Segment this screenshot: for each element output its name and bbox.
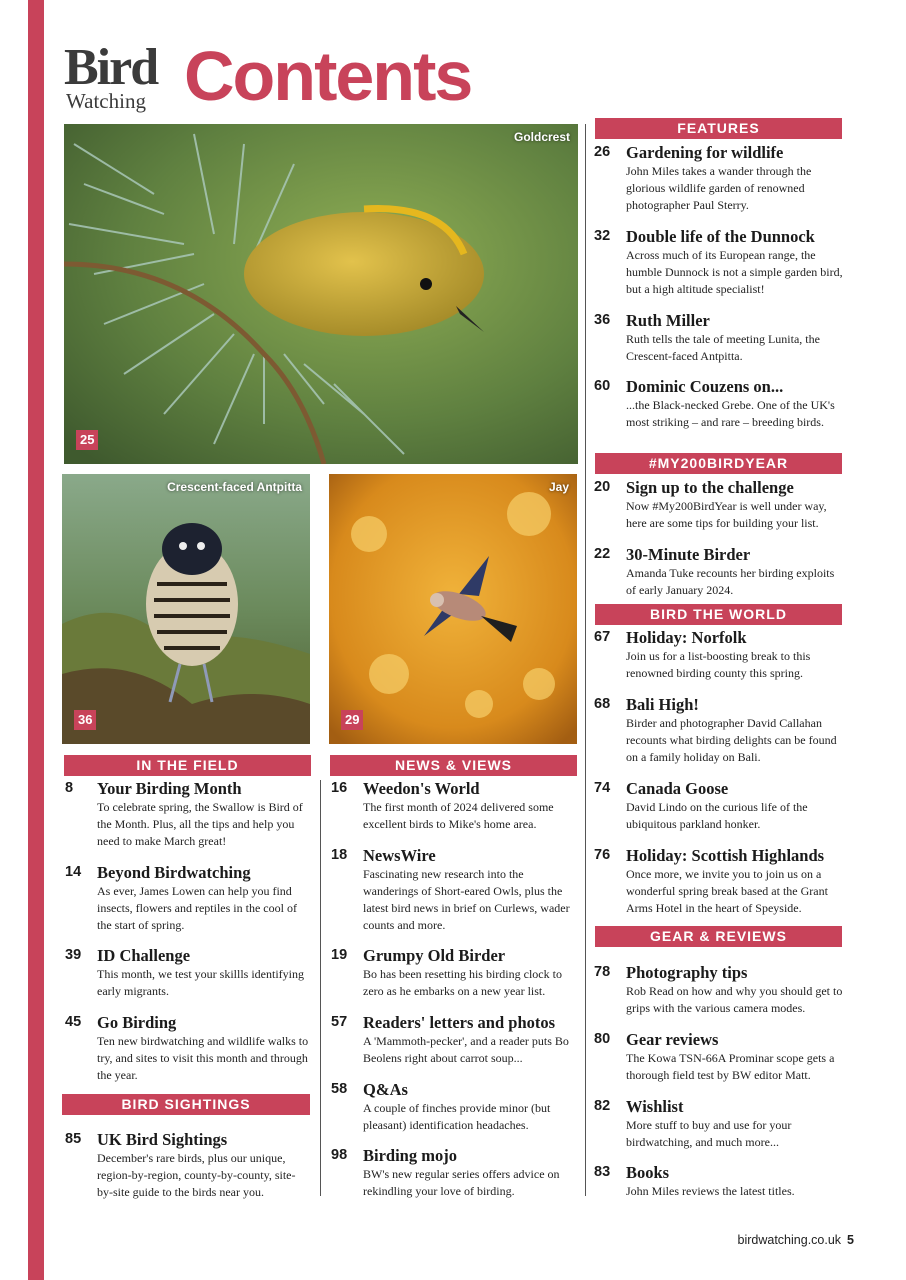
entry-title: Birding mojo [363, 1146, 457, 1165]
list-item[interactable] [331, 779, 577, 833]
entry-page-number: 18 [331, 847, 348, 863]
entry-title: NewsWire [363, 846, 436, 865]
column-divider-left [320, 780, 321, 1196]
list-item[interactable] [331, 946, 577, 1000]
list-item[interactable] [594, 227, 844, 298]
entry-description: John Miles reviews the latest titles. [626, 1184, 795, 1198]
list-item[interactable] [594, 695, 844, 766]
entry-page-number: 32 [594, 228, 611, 244]
section-header-features: FEATURES [595, 118, 842, 139]
entry-description: More stuff to buy and use for your birdwatching, and much more... [626, 1118, 792, 1149]
entry-page-number: 39 [65, 947, 82, 963]
entry-title: Grumpy Old Birder [363, 946, 506, 965]
entry-title: Go Birding [97, 1013, 177, 1032]
entry-description: Rob Read on how and why you should get to grips with the various camera modes. [626, 984, 843, 1015]
entry-page-number: 60 [594, 378, 611, 394]
section-header-in-the-field: IN THE FIELD [64, 755, 311, 776]
jay-page-badge[interactable]: 29 [341, 710, 363, 730]
entry-description: Bo has been resetting his birding clock to zero as he embarks on a new year list. [363, 967, 562, 998]
entry-page-number: 57 [331, 1014, 348, 1030]
entry-page-number: 8 [65, 780, 74, 796]
entry-description: David Lindo on the curious life of the ubiquitous parkland honker. [626, 800, 808, 831]
list-item[interactable] [331, 846, 577, 934]
list-item[interactable] [65, 1130, 310, 1201]
entry-description: Amanda Tuke recounts her birding exploits of early January 2024. [626, 566, 835, 597]
logo-bird-text: Bird [64, 39, 158, 96]
entry-description: Ruth tells the tale of meeting Lunita, the Crescent-faced Antpitta. [626, 332, 820, 363]
entry-description: ...the Black-necked Grebe. One of the UK's most striking – and rare – breeding birds. [626, 398, 835, 429]
entry-description: A couple of finches provide minor (but pleasant) identification headaches. [363, 1101, 551, 1132]
list-item[interactable] [65, 1013, 310, 1084]
list-item[interactable] [65, 779, 310, 850]
entry-page-number: 67 [594, 629, 611, 645]
entry-title: Holiday: Scottish Highlands [626, 846, 825, 865]
entry-page-number: 80 [594, 1031, 611, 1047]
antpitta-caption: Crescent-faced Antpitta [167, 480, 302, 494]
entry-page-number: 76 [594, 847, 611, 863]
goldcrest-page-badge[interactable]: 25 [76, 430, 98, 450]
section-header-my200birdyear: #MY200BIRDYEAR [595, 453, 842, 474]
entry-page-number: 85 [65, 1131, 82, 1147]
list-item[interactable] [331, 1013, 577, 1067]
entry-page-number: 19 [331, 947, 348, 963]
entry-title: Readers' letters and photos [363, 1013, 556, 1032]
entry-page-number: 58 [331, 1081, 348, 1097]
entry-title: Weedon's World [363, 779, 480, 798]
footer-page-number: 5 [847, 1233, 854, 1247]
entry-title: Holiday: Norfolk [626, 628, 747, 647]
entry-description: BW's new regular series offers advice on rekindling your love of birding. [363, 1167, 560, 1198]
entry-page-number: 20 [594, 479, 611, 495]
entry-title: Sign up to the challenge [626, 478, 794, 497]
entry-description: This month, we test your skillls identifying early migrants. [97, 967, 304, 998]
entry-page-number: 98 [331, 1147, 348, 1163]
list-item[interactable] [594, 478, 844, 532]
entry-description: To celebrate spring, the Swallow is Bird of the Month. Plus, all the tips and help you need to make March great! [97, 800, 303, 848]
jay-caption: Jay [548, 480, 569, 494]
entry-page-number: 74 [594, 780, 611, 796]
entry-title: Canada Goose [626, 779, 729, 798]
list-item[interactable] [594, 779, 844, 833]
list-item[interactable] [594, 143, 844, 214]
goldcrest-caption: Goldcrest [513, 130, 570, 144]
jay-photo [329, 474, 577, 744]
section-header-bird-sightings: BIRD SIGHTINGS [62, 1094, 310, 1115]
list-item[interactable] [594, 1097, 844, 1151]
list-item[interactable] [594, 545, 844, 599]
entry-page-number: 83 [594, 1164, 611, 1180]
entry-title: Beyond Birdwatching [97, 863, 251, 882]
left-accent-bar [28, 0, 44, 1280]
section-header-news-views: NEWS & VIEWS [330, 755, 577, 776]
entry-description: Once more, we invite you to join us on a wonderful spring break based at the Grant Arms Hotel in the heart of Speyside. [626, 867, 828, 915]
entry-description: Ten new birdwatching and wildlife walks to try, and sites to visit this month and through the year. [97, 1034, 309, 1082]
list-item[interactable] [594, 628, 844, 682]
entry-title: Wishlist [626, 1097, 684, 1116]
entry-description: Now #My200BirdYear is well under way, here are some tips for building your list. [626, 499, 827, 530]
entry-page-number: 68 [594, 696, 611, 712]
footer-site-link[interactable]: birdwatching.co.uk [737, 1233, 842, 1247]
entry-description: As ever, James Lowen can help you find insects, flowers and reptiles in the cool of the start of spring. [97, 884, 297, 932]
entry-title: Gardening for wildlife [626, 143, 784, 162]
entry-description: December's rare birds, plus our unique, region-by-region, county-by-county, site-by-site guide to the birds near you. [97, 1151, 296, 1199]
section-header-gear-reviews: GEAR & REVIEWS [595, 926, 842, 947]
entry-title: Books [626, 1163, 670, 1182]
list-item[interactable] [65, 946, 310, 1000]
list-item[interactable] [594, 963, 844, 1017]
list-item[interactable] [594, 1163, 844, 1200]
antpitta-photo [62, 474, 310, 744]
entry-description: The first month of 2024 delivered some excellent birds to Mike's home area. [363, 800, 554, 831]
page-title: Contents [184, 37, 472, 115]
entry-page-number: 82 [594, 1098, 611, 1114]
entry-title: ID Challenge [97, 946, 191, 965]
entry-page-number: 16 [331, 780, 348, 796]
entry-title: Ruth Miller [626, 311, 710, 330]
bird-watching-logo [64, 40, 180, 116]
list-item[interactable] [594, 377, 844, 431]
list-item[interactable] [331, 1146, 577, 1200]
entry-title: Photography tips [626, 963, 748, 982]
column-divider-right [585, 124, 586, 1196]
entry-description: Across much of its European range, the humble Dunnock is not a simple garden bird, but a high altitude specialist! [626, 248, 843, 296]
logo-watching-text: Watching [66, 89, 146, 113]
entry-description: Fascinating new research into the wanderings of Short-eared Owls, plus the latest bird news in brief on Curlews, wader counts and more. [363, 867, 570, 932]
entry-description: John Miles takes a wander through the glorious wildlife garden of renowned photographer Paul Sterry. [626, 164, 812, 212]
list-item[interactable] [594, 311, 844, 365]
entry-title: Q&As [363, 1080, 408, 1099]
entry-description: The Kowa TSN-66A Prominar scope gets a thorough field test by BW editor Matt. [626, 1051, 835, 1082]
entry-page-number: 26 [594, 144, 611, 160]
list-item[interactable] [594, 846, 844, 917]
antpitta-page-badge[interactable]: 36 [74, 710, 96, 730]
entry-page-number: 36 [594, 312, 611, 328]
entry-page-number: 14 [65, 864, 82, 880]
goldcrest-photo [64, 124, 578, 464]
entry-title: UK Bird Sightings [97, 1130, 228, 1149]
entry-description: Join us for a list-boosting break to this renowned birding county this spring. [626, 649, 811, 680]
list-item[interactable] [65, 863, 310, 934]
entry-title: Double life of the Dunnock [626, 227, 815, 246]
entry-title: Your Birding Month [97, 779, 242, 798]
entry-description: Birder and photographer David Callahan recounts what birding delights can be found on a family holiday on Bali. [626, 716, 837, 764]
entry-title: Bali High! [626, 695, 699, 714]
entry-page-number: 45 [65, 1014, 82, 1030]
entry-page-number: 78 [594, 964, 611, 980]
list-item[interactable] [331, 1080, 577, 1134]
entry-title: Gear reviews [626, 1030, 719, 1049]
section-header-bird-the-world: BIRD THE WORLD [595, 604, 842, 625]
entry-title: 30-Minute Birder [626, 545, 751, 564]
page-footer [738, 1233, 854, 1247]
list-item[interactable] [594, 1030, 844, 1084]
entry-description: A 'Mammoth-pecker', and a reader puts Bo Beolens right about carrot soup... [363, 1034, 569, 1065]
entry-page-number: 22 [594, 546, 611, 562]
entry-title: Dominic Couzens on... [626, 377, 784, 396]
